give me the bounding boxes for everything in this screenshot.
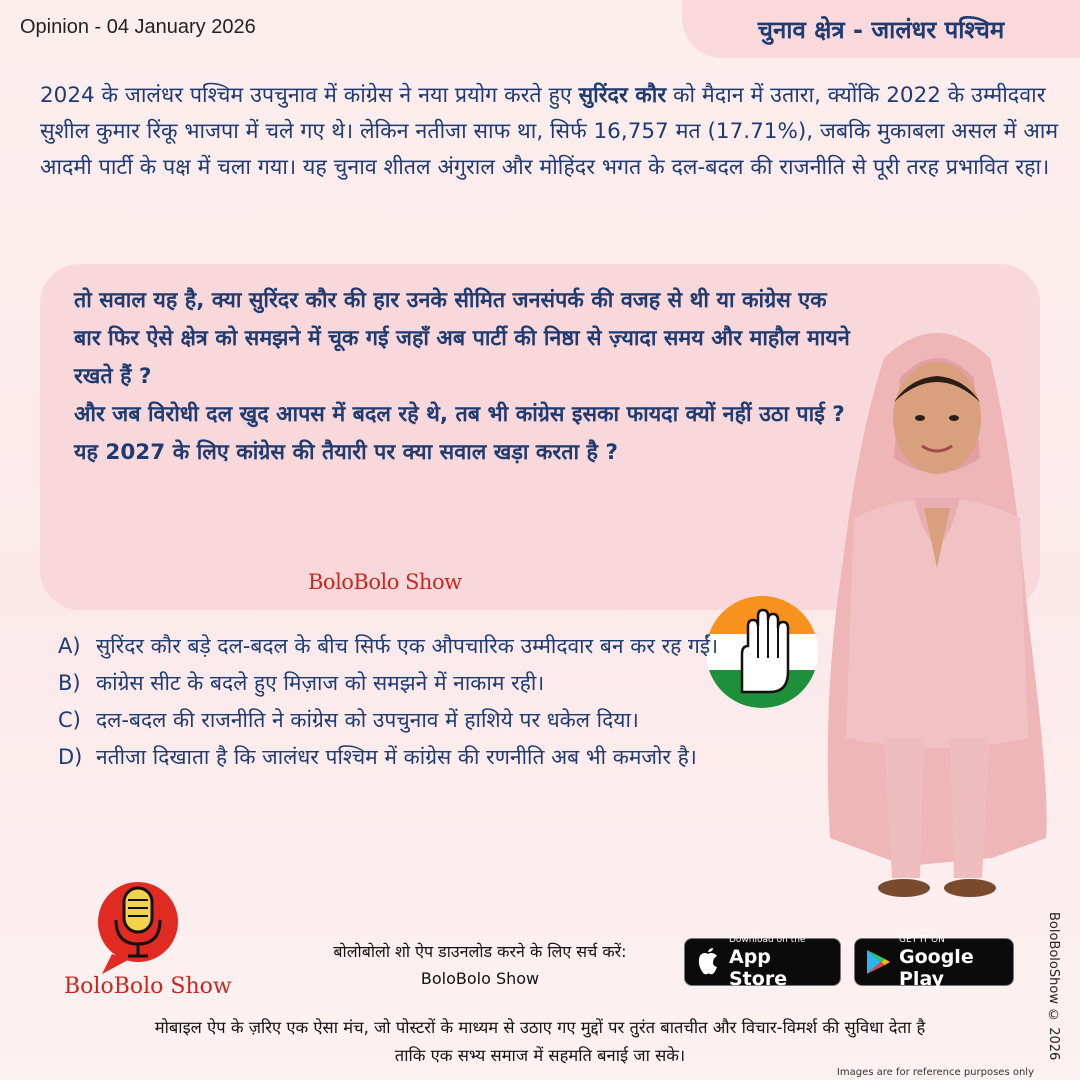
google-play-small-text: GET IT ON (899, 934, 945, 945)
google-play-button[interactable] (854, 934, 1014, 990)
copyright: BoloBoloShow © 2026 (1046, 912, 1061, 1061)
apple-icon (695, 948, 721, 976)
candidate-illustration (814, 318, 1060, 908)
option-b[interactable] (58, 665, 878, 702)
search-term: BoloBolo Show (420, 969, 540, 988)
brand-name: BoloBolo Show (64, 974, 232, 999)
option-letter: B) (58, 671, 81, 695)
intro-text-1: 2024 के जालंधर पश्चिम उपचुनाव में कांग्रेस ने नया प्रयोग करते हुए (40, 83, 579, 108)
download-prompt (270, 938, 690, 992)
option-letter: D) (58, 745, 83, 769)
microphone-icon (92, 874, 182, 976)
option-text: दल-बदल की राजनीति ने कांग्रेस को उपचुनाव में हाशिये पर धकेल दिया। (96, 708, 639, 732)
option-text: कांग्रेस सीट के बदले हुए मिज़ाज को समझने में नाकाम रही। (96, 671, 545, 695)
answer-options (58, 628, 878, 776)
question-1: तो सवाल यह है, क्या सुरिंदर कौर की हार उनके सीमित जनसंपर्क की वजह से थी या कांग्रेस एक बार फिर ऐसे क्षेत्र को समझने में चूक गई जहाँ अब पार्टी की निष्ठा से ज़्यादा समय और माहौल मायने रखते हैं ? (74, 288, 850, 389)
footer-line-2: ताकि एक सभ्य समाज में सहमति बनाई जा सके। (394, 1046, 686, 1065)
candidate-name: सुरिंदर कौर (578, 83, 667, 108)
option-a[interactable] (58, 628, 878, 665)
option-d[interactable] (58, 739, 878, 776)
option-letter: A) (58, 634, 81, 658)
footer-line-1: मोबाइल ऐप के ज़रिए एक ऐसा मंच, जो पोस्टरों के माध्यम से उठाए गए मुद्दों पर तुरंत बातचीत और विचार-विमर्श की सुविधा देता है (154, 1018, 926, 1037)
watermark: BoloBolo Show (308, 570, 462, 594)
footer (40, 1014, 1040, 1070)
question-2: और जब विरोधी दल खुद आपस में बदल रहे थे, तब भी कांग्रेस इसका फायदा क्यों नहीं उठा पाई ? (74, 402, 845, 427)
google-play-label: Google Play (899, 945, 974, 990)
option-c[interactable] (58, 702, 878, 739)
download-prompt-text: बोलोबोलो शो ऐप डाउनलोड करने के लिए सर्च करें: (333, 942, 627, 961)
google-play-icon (865, 948, 891, 976)
option-text: नतीजा दिखाता है कि जालंधर पश्चिम में कांग्रेस की रणनीति अब भी कमजोर है। (96, 745, 697, 769)
intro-text-2: को मैदान में उतारा, क्योंकि 2022 के उम्मीदवार सुशील कुमार रिंकू भाजपा में चले गए थे। लेकिन नतीजा साफ था, सिर्फ 16,757 मत (17.71%), जबकि मुकाबला असल में आम आदमी पार्टी के पक्ष में चला गया। यह चुनाव शीतल अंगुराल और मोहिंदर भगत के दल-बदल की राजनीति से पूरी तरह प्रभावित रहा। (40, 83, 1059, 180)
app-store-button[interactable] (684, 934, 841, 990)
question-3: यह 2027 के लिए कांग्रेस की तैयारी पर क्या सवाल खड़ा करता है ? (74, 440, 618, 465)
constituency-tab (682, 0, 1080, 58)
date-label: Opinion - 04 January 2026 (20, 16, 256, 38)
app-store-small-text: Download on the (729, 934, 806, 945)
disclaimer: Images are for reference purposes only (836, 1067, 1034, 1078)
app-store-label: App Store (729, 945, 788, 990)
option-text: सुरिंदर कौर बड़े दल-बदल के बीच सिर्फ एक औपचारिक उम्मीदवार बन कर रह गईं। (96, 634, 719, 658)
constituency-title: चुनाव क्षेत्र - जालंधर पश्चिम (757, 15, 1005, 44)
option-letter: C) (58, 708, 81, 732)
question-text (74, 282, 854, 472)
intro-paragraph (40, 78, 1060, 186)
